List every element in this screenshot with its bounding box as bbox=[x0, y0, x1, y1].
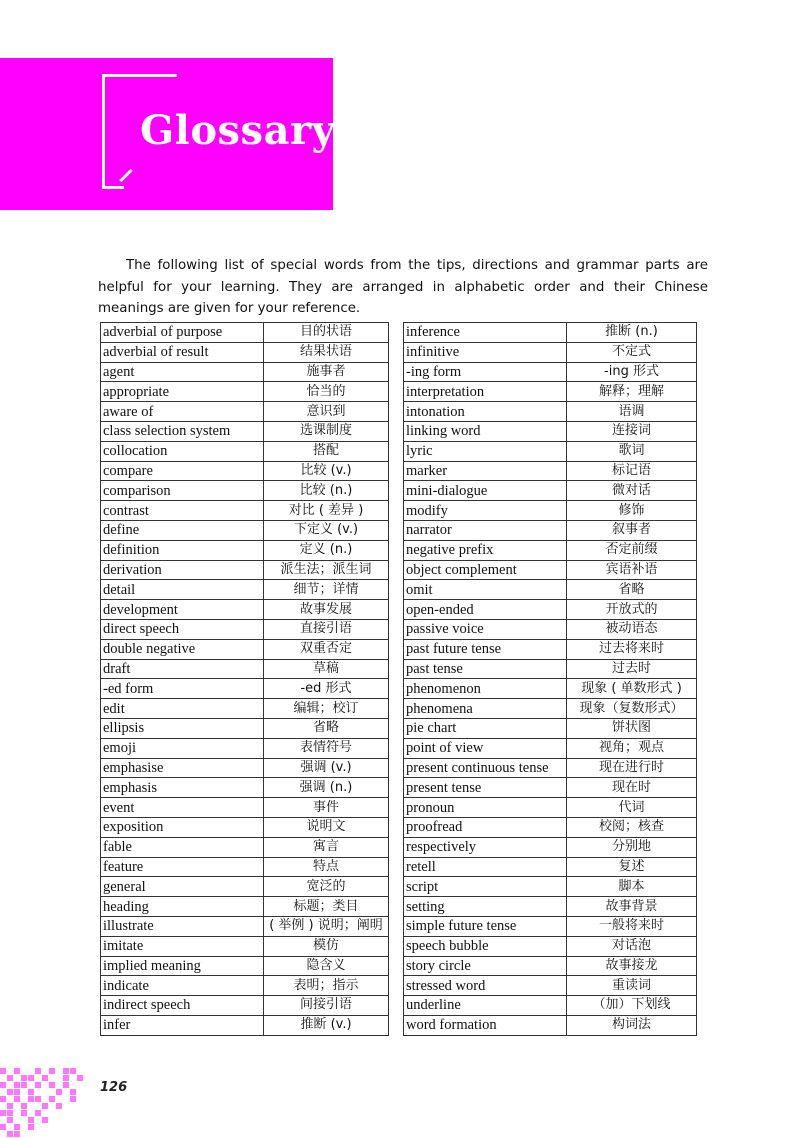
glossary-row bbox=[101, 520, 389, 540]
glossary-term: imitate bbox=[101, 936, 264, 956]
glossary-meaning: 修饰 bbox=[567, 501, 697, 521]
glossary-term: emoji bbox=[101, 738, 264, 758]
pixel-square bbox=[28, 1124, 34, 1130]
glossary-meaning: 分别地 bbox=[567, 837, 697, 857]
pixel-square bbox=[0, 1124, 6, 1130]
glossary-meaning: 一般将来时 bbox=[567, 916, 697, 936]
glossary-meaning: 饼状图 bbox=[567, 718, 697, 738]
glossary-meaning: 构词法 bbox=[567, 1015, 697, 1035]
glossary-row bbox=[404, 560, 697, 580]
glossary-term: marker bbox=[404, 461, 567, 481]
glossary-term: define bbox=[101, 520, 264, 540]
glossary-meaning: 定义 (n.) bbox=[264, 540, 389, 560]
glossary-term: -ing form bbox=[404, 362, 567, 382]
pixel-square bbox=[35, 1068, 41, 1074]
glossary-meaning: 省略 bbox=[567, 580, 697, 600]
glossary-row bbox=[404, 679, 697, 699]
pixel-square bbox=[56, 1103, 62, 1109]
glossary-term: omit bbox=[404, 580, 567, 600]
pixel-square bbox=[28, 1075, 34, 1081]
glossary-row bbox=[101, 659, 389, 679]
pixel-square bbox=[0, 1068, 6, 1074]
glossary-meaning: 故事接龙 bbox=[567, 956, 697, 976]
glossary-term: mini-dialogue bbox=[404, 481, 567, 501]
pixel-square bbox=[14, 1089, 20, 1095]
pixel-square bbox=[7, 1075, 13, 1081]
glossary-term: respectively bbox=[404, 837, 567, 857]
glossary-meaning: 对比 ( 差异 ) bbox=[264, 501, 389, 521]
glossary-meaning: 比较 (v.) bbox=[264, 461, 389, 481]
glossary-row bbox=[404, 897, 697, 917]
glossary-row bbox=[404, 996, 697, 1016]
glossary-term: underline bbox=[404, 996, 567, 1016]
glossary-term: indirect speech bbox=[101, 996, 264, 1016]
glossary-meaning: 歌词 bbox=[567, 441, 697, 461]
glossary-meaning: 细节；详情 bbox=[264, 580, 389, 600]
glossary-row bbox=[101, 837, 389, 857]
pixel-square bbox=[35, 1110, 41, 1116]
glossary-row bbox=[101, 619, 389, 639]
pixel-square bbox=[7, 1110, 13, 1116]
pixel-decoration bbox=[0, 1068, 90, 1138]
pixel-square bbox=[14, 1124, 20, 1130]
glossary-term: simple future tense bbox=[404, 916, 567, 936]
glossary-meaning: 施事者 bbox=[264, 362, 389, 382]
glossary-row bbox=[404, 699, 697, 719]
pixel-square bbox=[0, 1096, 6, 1102]
glossary-term: stressed word bbox=[404, 976, 567, 996]
glossary-term: proofread bbox=[404, 817, 567, 837]
glossary-meaning: -ing 形式 bbox=[567, 362, 697, 382]
glossary-row bbox=[404, 481, 697, 501]
glossary-meaning: 宽泛的 bbox=[264, 877, 389, 897]
pixel-square bbox=[70, 1089, 76, 1095]
glossary-row bbox=[101, 778, 389, 798]
glossary-row bbox=[101, 540, 389, 560]
glossary-meaning: 现象（复数形式） bbox=[567, 699, 697, 719]
glossary-meaning: 宾语补语 bbox=[567, 560, 697, 580]
glossary-row bbox=[101, 402, 389, 422]
glossary-meaning: 解释；理解 bbox=[567, 382, 697, 402]
glossary-meaning: 连接词 bbox=[567, 421, 697, 441]
glossary-term: inference bbox=[404, 323, 567, 343]
glossary-row bbox=[101, 817, 389, 837]
pixel-square bbox=[7, 1117, 13, 1123]
glossary-term: detail bbox=[101, 580, 264, 600]
glossary-meaning: 表明；指示 bbox=[264, 976, 389, 996]
glossary-term: word formation bbox=[404, 1015, 567, 1035]
glossary-meaning: 视角；观点 bbox=[567, 738, 697, 758]
pixel-square bbox=[7, 1089, 13, 1095]
glossary-meaning: 复述 bbox=[567, 857, 697, 877]
glossary-meaning: 对话泡 bbox=[567, 936, 697, 956]
glossary-meaning: 标题；类目 bbox=[264, 897, 389, 917]
glossary-meaning: 事件 bbox=[264, 798, 389, 818]
glossary-term: object complement bbox=[404, 560, 567, 580]
glossary-row bbox=[101, 897, 389, 917]
glossary-row bbox=[101, 441, 389, 461]
glossary-term: indicate bbox=[101, 976, 264, 996]
glossary-row bbox=[101, 362, 389, 382]
glossary-row bbox=[101, 916, 389, 936]
glossary-term: setting bbox=[404, 897, 567, 917]
glossary-row bbox=[404, 659, 697, 679]
glossary-row bbox=[404, 580, 697, 600]
glossary-row bbox=[404, 600, 697, 620]
pixel-square bbox=[14, 1082, 20, 1088]
glossary-term: contrast bbox=[101, 501, 264, 521]
glossary-meaning: 开放式的 bbox=[567, 600, 697, 620]
glossary-row bbox=[101, 382, 389, 402]
glossary-term: adverbial of result bbox=[101, 342, 264, 362]
glossary-row bbox=[404, 936, 697, 956]
pixel-square bbox=[28, 1117, 34, 1123]
glossary-meaning: 草稿 bbox=[264, 659, 389, 679]
glossary-term: feature bbox=[101, 857, 264, 877]
pixel-square bbox=[7, 1103, 13, 1109]
glossary-row bbox=[101, 580, 389, 600]
glossary-row bbox=[404, 837, 697, 857]
pixel-square bbox=[56, 1089, 62, 1095]
glossary-meaning: 被动语态 bbox=[567, 619, 697, 639]
glossary-term: appropriate bbox=[101, 382, 264, 402]
glossary-row bbox=[404, 758, 697, 778]
glossary-term: open-ended bbox=[404, 600, 567, 620]
glossary-row bbox=[101, 956, 389, 976]
page-title: Glossary bbox=[140, 107, 336, 154]
glossary-term: infinitive bbox=[404, 342, 567, 362]
glossary-term: past tense bbox=[404, 659, 567, 679]
glossary-term: narrator bbox=[404, 520, 567, 540]
glossary-row bbox=[404, 441, 697, 461]
glossary-meaning: 微对话 bbox=[567, 481, 697, 501]
glossary-row bbox=[101, 798, 389, 818]
glossary-meaning: 推断 (n.) bbox=[567, 323, 697, 343]
banner-frame-decoration-bottom bbox=[102, 186, 124, 189]
glossary-term: exposition bbox=[101, 817, 264, 837]
pixel-square bbox=[49, 1096, 55, 1102]
glossary-row bbox=[404, 421, 697, 441]
pixel-square bbox=[70, 1096, 76, 1102]
pixel-square bbox=[35, 1096, 41, 1102]
glossary-meaning: 强调 (v.) bbox=[264, 758, 389, 778]
glossary-term: modify bbox=[404, 501, 567, 521]
pixel-square bbox=[21, 1110, 27, 1116]
pixel-square bbox=[0, 1082, 6, 1088]
glossary-meaning: 故事发展 bbox=[264, 600, 389, 620]
glossary-meaning: 表情符号 bbox=[264, 738, 389, 758]
glossary-term: script bbox=[404, 877, 567, 897]
glossary-row bbox=[101, 877, 389, 897]
glossary-meaning: -ed 形式 bbox=[264, 679, 389, 699]
glossary-term: collocation bbox=[101, 441, 264, 461]
glossary-term: edit bbox=[101, 699, 264, 719]
glossary-row bbox=[101, 679, 389, 699]
glossary-row bbox=[404, 461, 697, 481]
glossary-term: passive voice bbox=[404, 619, 567, 639]
glossary-row bbox=[404, 956, 697, 976]
glossary-term: point of view bbox=[404, 738, 567, 758]
glossary-row bbox=[101, 481, 389, 501]
glossary-meaning: 不定式 bbox=[567, 342, 697, 362]
glossary-row bbox=[404, 501, 697, 521]
glossary-meaning: 比较 (n.) bbox=[264, 481, 389, 501]
glossary-term: lyric bbox=[404, 441, 567, 461]
glossary-row bbox=[404, 362, 697, 382]
glossary-term: -ed form bbox=[101, 679, 264, 699]
glossary-meaning: 间接引语 bbox=[264, 996, 389, 1016]
glossary-row bbox=[404, 857, 697, 877]
glossary-term: double negative bbox=[101, 639, 264, 659]
glossary-meaning: 过去时 bbox=[567, 659, 697, 679]
pixel-square bbox=[70, 1068, 76, 1074]
glossary-meaning: 说明文 bbox=[264, 817, 389, 837]
glossary-term: general bbox=[101, 877, 264, 897]
glossary-row bbox=[404, 877, 697, 897]
intro-paragraph: The following list of special words from the tips, directions and grammar parts are helpful for your learning. They are arranged in alphabetic order and their Chinese meanings are given for your reference. bbox=[98, 258, 708, 317]
pixel-square bbox=[42, 1075, 48, 1081]
pixel-square bbox=[28, 1096, 34, 1102]
glossary-row bbox=[101, 560, 389, 580]
glossary-row bbox=[404, 619, 697, 639]
glossary-row bbox=[404, 817, 697, 837]
glossary-meaning: 标记语 bbox=[567, 461, 697, 481]
glossary-meaning: 重读词 bbox=[567, 976, 697, 996]
glossary-meaning: 省略 bbox=[264, 718, 389, 738]
glossary-meaning: 编辑；校订 bbox=[264, 699, 389, 719]
glossary-term: phenomena bbox=[404, 699, 567, 719]
glossary-term: linking word bbox=[404, 421, 567, 441]
pixel-square bbox=[21, 1103, 27, 1109]
pixel-square bbox=[14, 1096, 20, 1102]
glossary-term: interpretation bbox=[404, 382, 567, 402]
page-number: 126 bbox=[100, 1080, 128, 1095]
glossary-meaning: 现在进行时 bbox=[567, 758, 697, 778]
glossary-term: derivation bbox=[101, 560, 264, 580]
glossary-row bbox=[101, 639, 389, 659]
glossary-meaning: 双重否定 bbox=[264, 639, 389, 659]
glossary-row bbox=[404, 718, 697, 738]
pixel-square bbox=[14, 1068, 20, 1074]
glossary-table-left bbox=[100, 322, 389, 1036]
glossary-term: past future tense bbox=[404, 639, 567, 659]
glossary-term: phenomenon bbox=[404, 679, 567, 699]
glossary-row bbox=[404, 639, 697, 659]
glossary-term: agent bbox=[101, 362, 264, 382]
glossary-row bbox=[101, 501, 389, 521]
glossary-meaning: 现在时 bbox=[567, 778, 697, 798]
glossary-term: emphasise bbox=[101, 758, 264, 778]
glossary-meaning: 语调 bbox=[567, 402, 697, 422]
glossary-row bbox=[404, 916, 697, 936]
glossary-meaning: 结果状语 bbox=[264, 342, 389, 362]
glossary-term: present tense bbox=[404, 778, 567, 798]
glossary-meaning: 选课制度 bbox=[264, 421, 389, 441]
glossary-term: emphasis bbox=[101, 778, 264, 798]
glossary-meaning: 目的状语 bbox=[264, 323, 389, 343]
pixel-square bbox=[14, 1131, 20, 1137]
glossary-term: draft bbox=[101, 659, 264, 679]
glossary-term: adverbial of purpose bbox=[101, 323, 264, 343]
glossary-meaning: 代词 bbox=[567, 798, 697, 818]
glossary-term: development bbox=[101, 600, 264, 620]
glossary-term: story circle bbox=[404, 956, 567, 976]
glossary-meaning: ( 举例 ) 说明；阐明 bbox=[264, 916, 389, 936]
glossary-meaning: 隐含义 bbox=[264, 956, 389, 976]
glossary-meaning: 否定前缀 bbox=[567, 540, 697, 560]
glossary-row bbox=[404, 798, 697, 818]
pixel-square bbox=[35, 1082, 41, 1088]
glossary-row bbox=[101, 996, 389, 1016]
glossary-row bbox=[404, 323, 697, 343]
pixel-square bbox=[49, 1082, 55, 1088]
glossary-row bbox=[101, 699, 389, 719]
glossary-term: illustrate bbox=[101, 916, 264, 936]
pixel-square bbox=[63, 1068, 69, 1074]
pixel-square bbox=[21, 1075, 27, 1081]
glossary-row bbox=[404, 382, 697, 402]
glossary-row bbox=[101, 936, 389, 956]
glossary-row bbox=[404, 976, 697, 996]
glossary-term: compare bbox=[101, 461, 264, 481]
pixel-square bbox=[7, 1131, 13, 1137]
pixel-square bbox=[0, 1110, 6, 1116]
glossary-term: class selection system bbox=[101, 421, 264, 441]
glossary-meaning: 脚本 bbox=[567, 877, 697, 897]
glossary-row bbox=[404, 342, 697, 362]
glossary-row bbox=[404, 520, 697, 540]
glossary-term: event bbox=[101, 798, 264, 818]
pixel-square bbox=[21, 1082, 27, 1088]
pixel-square bbox=[28, 1089, 34, 1095]
glossary-meaning: 故事背景 bbox=[567, 897, 697, 917]
glossary-meaning: 恰当的 bbox=[264, 382, 389, 402]
glossary-row bbox=[101, 461, 389, 481]
glossary-row bbox=[101, 758, 389, 778]
glossary-term: aware of bbox=[101, 402, 264, 422]
glossary-row bbox=[101, 600, 389, 620]
glossary-row bbox=[404, 402, 697, 422]
glossary-term: definition bbox=[101, 540, 264, 560]
glossary-row bbox=[101, 718, 389, 738]
glossary-meaning: 模仿 bbox=[264, 936, 389, 956]
glossary-meaning: 强调 (n.) bbox=[264, 778, 389, 798]
pixel-square bbox=[42, 1103, 48, 1109]
glossary-term: ellipsis bbox=[101, 718, 264, 738]
glossary-table-right bbox=[403, 322, 697, 1036]
glossary-meaning: 现象 ( 单数形式 ) bbox=[567, 679, 697, 699]
pixel-square bbox=[77, 1075, 83, 1081]
glossary-row bbox=[101, 738, 389, 758]
glossary-meaning: 寓言 bbox=[264, 837, 389, 857]
glossary-row bbox=[404, 778, 697, 798]
glossary-meaning: 派生法；派生词 bbox=[264, 560, 389, 580]
glossary-row bbox=[404, 738, 697, 758]
glossary-term: present continuous tense bbox=[404, 758, 567, 778]
glossary-row bbox=[101, 976, 389, 996]
glossary-meaning: 推断 (v.) bbox=[264, 1015, 389, 1035]
pixel-square bbox=[63, 1075, 69, 1081]
glossary-meaning: （加）下划线 bbox=[567, 996, 697, 1016]
glossary-meaning: 叙事者 bbox=[567, 520, 697, 540]
glossary-meaning: 意识到 bbox=[264, 402, 389, 422]
glossary-meaning: 特点 bbox=[264, 857, 389, 877]
glossary-row bbox=[101, 857, 389, 877]
glossary-meaning: 过去将来时 bbox=[567, 639, 697, 659]
glossary-meaning: 搭配 bbox=[264, 441, 389, 461]
glossary-row bbox=[101, 323, 389, 343]
glossary-row bbox=[404, 540, 697, 560]
glossary-term: negative prefix bbox=[404, 540, 567, 560]
glossary-row bbox=[101, 342, 389, 362]
glossary-term: heading bbox=[101, 897, 264, 917]
glossary-row bbox=[404, 1015, 697, 1035]
glossary-term: pie chart bbox=[404, 718, 567, 738]
glossary-term: retell bbox=[404, 857, 567, 877]
glossary-meaning: 下定义 (v.) bbox=[264, 520, 389, 540]
glossary-term: direct speech bbox=[101, 619, 264, 639]
glossary-meaning: 校阅；核查 bbox=[567, 817, 697, 837]
glossary-term: pronoun bbox=[404, 798, 567, 818]
pixel-square bbox=[42, 1117, 48, 1123]
glossary-row bbox=[101, 1015, 389, 1035]
glossary-term: infer bbox=[101, 1015, 264, 1035]
glossary-term: speech bubble bbox=[404, 936, 567, 956]
glossary-term: implied meaning bbox=[101, 956, 264, 976]
glossary-term: intonation bbox=[404, 402, 567, 422]
glossary-term: fable bbox=[101, 837, 264, 857]
glossary-term: comparison bbox=[101, 481, 264, 501]
pixel-square bbox=[63, 1082, 69, 1088]
glossary-meaning: 直接引语 bbox=[264, 619, 389, 639]
glossary-row bbox=[101, 421, 389, 441]
pixel-square bbox=[49, 1068, 55, 1074]
